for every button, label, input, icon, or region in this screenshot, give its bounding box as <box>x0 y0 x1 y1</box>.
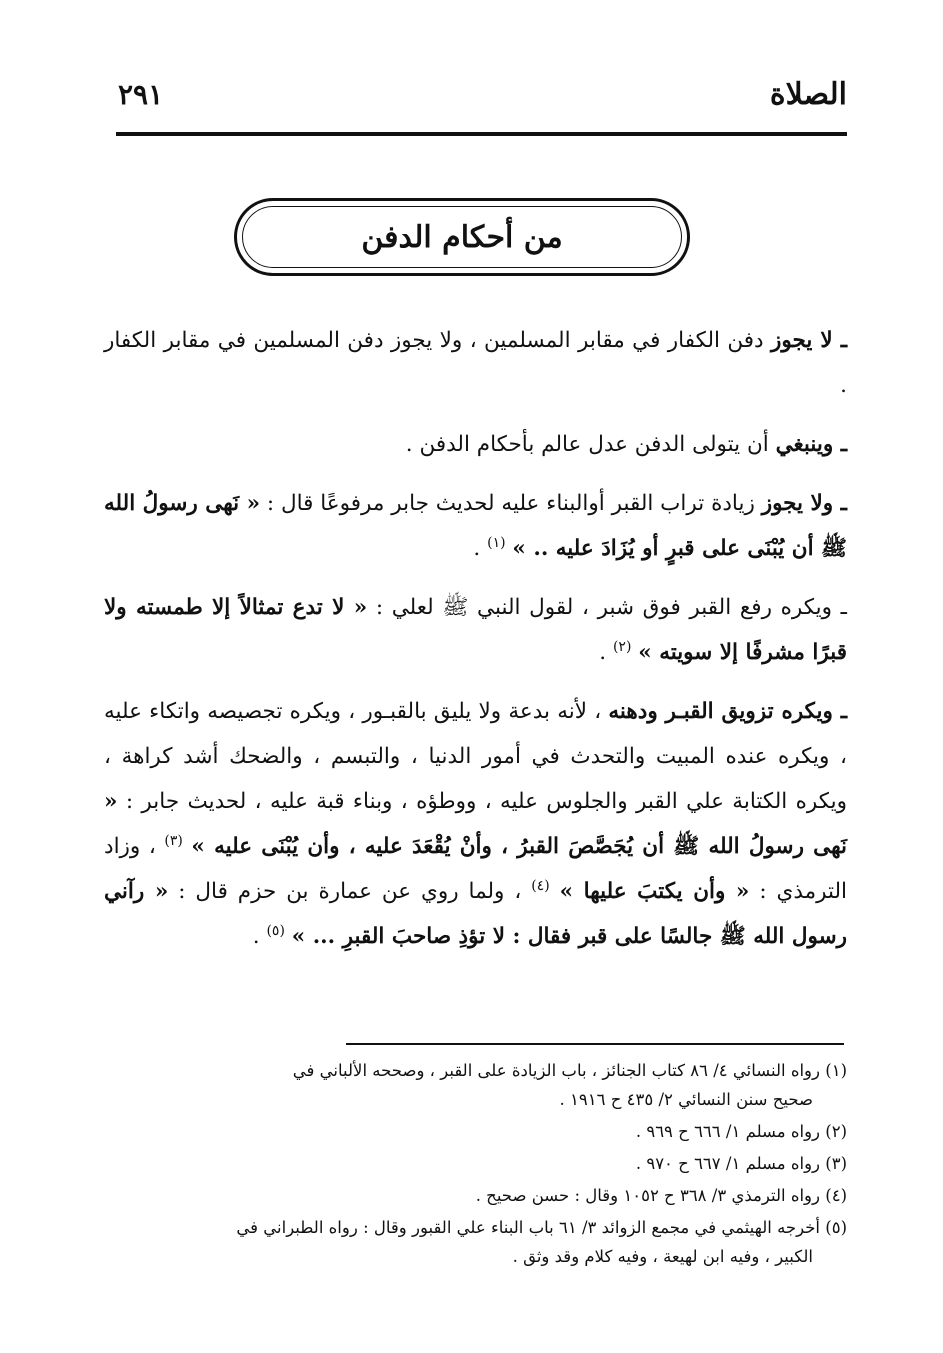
paragraph-end: . <box>599 640 607 665</box>
paragraph-text: دفن الكفار في مقابر المسلمين ، ولا يجوز دفن المسلمين في مقابر الكفار . <box>104 328 847 398</box>
section-title-frame <box>234 198 690 276</box>
footnote-4 <box>104 1181 847 1210</box>
section-title: من أحكام الدفن <box>361 219 563 255</box>
footnote-2 <box>104 1117 847 1146</box>
footnote-text: (٥) أخرجه الهيثمي في مجمع الزوائد ٣/ ٦١ باب البناء علي القبور وقال : رواه الطبراني في <box>236 1218 847 1237</box>
footnote-text: (١) رواه النسائي ٤/ ٨٦ كتاب الجنائز ، باب الزيادة على القبر ، وصححه الألباني في <box>292 1061 847 1080</box>
paragraph-3 <box>104 481 847 571</box>
footnote-ref[interactable]: (١) <box>487 534 506 551</box>
footnote-ref[interactable]: (٣) <box>164 832 183 849</box>
paragraph-5 <box>104 689 847 959</box>
paragraph-text: ، وزاد الترمذي : <box>104 834 847 904</box>
paragraph-lead: ـ لا يجوز <box>771 328 848 353</box>
paragraph-4 <box>104 585 847 675</box>
footnotes <box>104 1056 847 1274</box>
hadith-quote: « رآني رسول الله ﷺ جالسًا على قبر فقال : لا تؤذِ صاحبَ القبرِ ... » <box>104 879 847 949</box>
paragraph-end: . <box>252 924 260 949</box>
paragraph-text: ـ ويكره رفع القبر فوق شبر ، لقول النبي ﷺ لعلي : <box>375 595 847 620</box>
hadith-quote: « نَهى رسولُ الله ﷺ أن يُبْنَى على قبرٍ أو يُزَادَ عليه .. » <box>104 491 847 561</box>
page-header <box>118 74 847 114</box>
paragraph-2 <box>104 422 847 467</box>
paragraph-text: ، ولما روي عن عمارة بن حزم قال : <box>178 879 522 904</box>
hadith-quote: « وأن يكتبَ عليها » <box>559 879 750 904</box>
running-title: الصلاة <box>769 76 847 112</box>
footnote-text: (٤) رواه الترمذي ٣/ ٣٦٨ ح ١٠٥٢ وقال : حسن صحيح . <box>475 1186 847 1205</box>
page-number: ٢٩١ <box>118 77 164 111</box>
footnote-text: صحيح سنن النسائي ٢/ ٤٣٥ ح ١٩١٦ . <box>559 1090 813 1109</box>
footnote-rule <box>346 1043 844 1045</box>
footnote-1 <box>104 1056 847 1114</box>
body-text <box>104 318 847 973</box>
paragraph-lead: ـ وينبغي <box>775 432 847 457</box>
hadith-quote: « لا تدع تمثالاً إلا طمسته ولا قبرًا مشرفًا إلا سويته » <box>104 595 847 665</box>
footnote-3 <box>104 1149 847 1178</box>
paragraph-text: أن يتولى الدفن عدل عالم بأحكام الدفن . <box>405 432 769 457</box>
paragraph-text: زيادة تراب القبر أوالبناء عليه لحديث جابر مرفوعًا قال : <box>266 491 755 516</box>
paragraph-text: ، لأنه بدعة ولا يليق بالقبـور ، ويكره تجصيصه واتكاء عليه ، ويكره عنده المبيت والتحدث في أمور الدنيا ، والتبسم ، والضحك أشد كراهة ، ويكره الكتابة علي القبر والجلوس عليه ، ووطؤه ، وبناء قبة عليه ، لحديث جابر : <box>104 699 847 814</box>
footnote-ref[interactable]: (٤) <box>531 877 550 894</box>
paragraph-lead: ـ ويكره تزويق القبـر ودهنه <box>608 699 848 724</box>
hadith-quote: « نَهى رسولُ الله ﷺ أن يُجَصَّصَ القبرُ ، وأنْ يُقْعَدَ عليه ، وأن يُبْنَى عليه » <box>104 789 847 859</box>
footnote-ref[interactable]: (٥) <box>266 922 285 939</box>
footnote-text: (٢) رواه مسلم ١/ ٦٦٦ ح ٩٦٩ . <box>635 1122 847 1141</box>
header-rule <box>116 132 847 136</box>
footnote-text: الكبير ، وفيه ابن لهيعة ، وفيه كلام وقد وثق . <box>512 1247 813 1266</box>
paragraph-1 <box>104 318 847 408</box>
paragraph-lead: ـ ولا يجوز <box>761 491 847 516</box>
footnote-text: (٣) رواه مسلم ١/ ٦٦٧ ح ٩٧٠ . <box>635 1154 847 1173</box>
paragraph-end: . <box>473 536 481 561</box>
footnote-5 <box>104 1213 847 1271</box>
footnote-ref[interactable]: (٢) <box>612 638 632 655</box>
